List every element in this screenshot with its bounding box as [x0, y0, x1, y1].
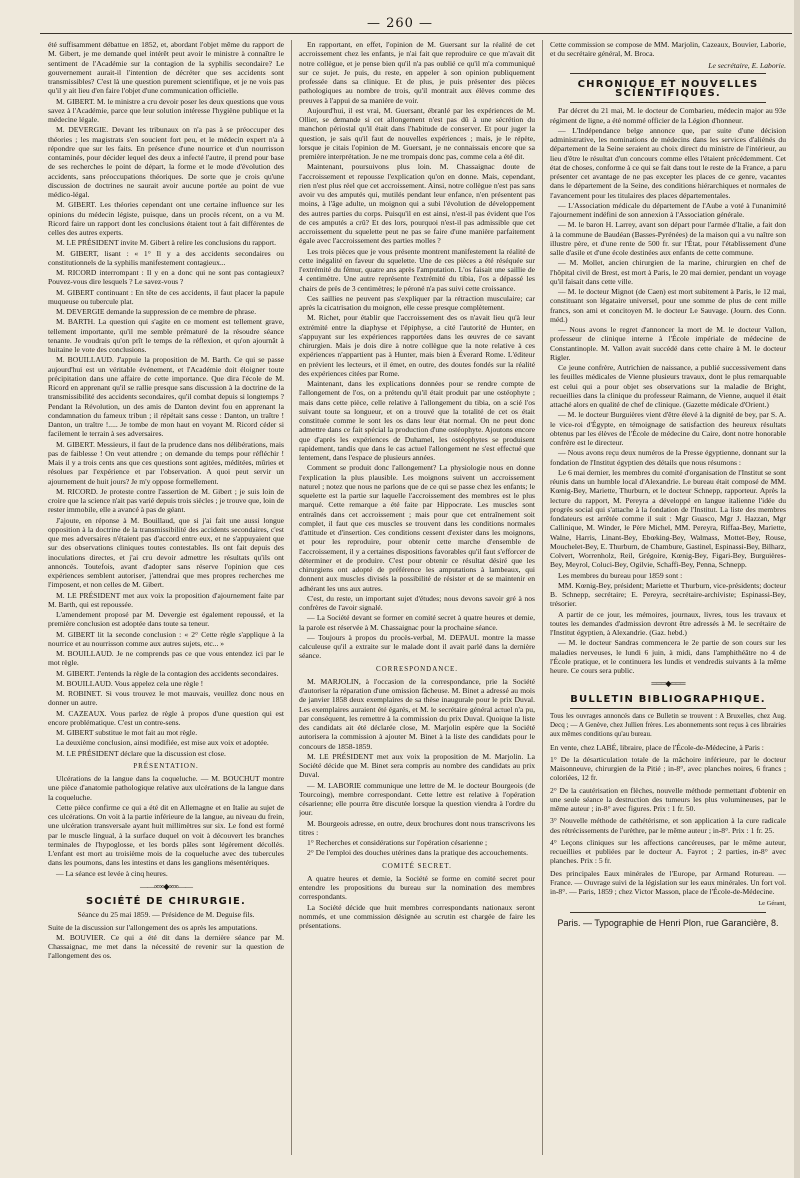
paragraph: — M. le docteur Mignot (de Caen) est mort subitement à Paris, le 12 mai, constituant son légataire universel, pour une somme de plus de cent mille francs, son ami et concitoyen M. le docteur Le Sauvage. (Journ. des Conn. méd.) [550, 287, 786, 324]
paragraph: 3° Nouvelle méthode de cathétérisme, et son application à la cure radicale des rétrécissements de l'urèthre, par le même auteur ; in-8°. Prix : 1 fr. 25. [550, 816, 786, 835]
paragraph: La deuxième conclusion, ainsi modifiée, est mise aux voix et adoptée. [56, 738, 269, 748]
paragraph: M. MARJOLIN, à l'occasion de la correspondance, prie la Société d'autoriser la réparation d'une omission fâcheuse. M. Binet a adressé au mois de janvier 1858 deux exemplaires de sa thèse inaugurale pour le prix Duval. Les exemplaires auraient été égarés, et M. le secrétaire général actuel n'a pu, par conséquent, les remettre à la commission du prix Duval. Quoique la liste des candidats ait été déclarée close, M. Marjolin espère que la Société autorisera la commission à ajouter M. Binet à la liste des candidats pour le concours de 1858-1859. [299, 676, 535, 751]
section-rule [570, 708, 766, 709]
paragraph: — M. LABORIE communique une lettre de M. le docteur Bourgeois (de Tourcoing), membre correspondant. Cette lettre est relative à l'opération césarienne; elle pourra être discutée lorsque la question viendra à l'ordre du jour. [299, 780, 535, 818]
imprint-rule [570, 912, 766, 913]
paragraph: Cette pièce confirme ce qui a été dit en Allemagne et en Italie au sujet de ces ulcérations. On voit à la partie inférieure de la langue, au niveau du frein, une ulcération transversale ayant huit millimètres sur six. Le fond est formé par le muscle lingual, à la surface duquel on voit à découvert les branches terminales de l'hypoglosse, et les bords pâles sont légèrement décollés. L'enfant est mort au troisième mois de la coqueluche avec des tubercules dans les poumons, dans les intestins et dans les ganglions mésentériques. [48, 802, 284, 868]
paragraph: — L'Indépendance belge annonce que, par suite d'une décision administrative, les nominations de médecins dans les services d'aliénés du département de la Seine seraient au choix direct du ministre de l'intérieur, au lieu d'être le résultat d'un concours comme elles l'étaient précédemment. Cet état de choses, conforme à ce qui se fait dans tout le reste de la France, a paru présenter cet avantage de ne pas excepter les places de ce genre, vacantes dans le département de la Seine, des conditions hiérarchiques et normales de l'avancement pour les titulaires des places départementales. [550, 125, 786, 200]
paragraph: M. RICORD interrompant : Il y en a donc qui ne sont pas contagieux? Pouvez-vous dire lesquels ? Le savez-vous ? [48, 268, 284, 287]
comite-secret-text [299, 874, 535, 931]
presentation-text [48, 774, 284, 878]
paragraph: M. LE PRÉSIDENT met aux voix la proposition de M. Marjolin. La Société décide que M. Binet sera compris au nombre des candidats au prix Duval. [299, 751, 535, 780]
paragraph: M. LE PRÉSIDENT met aux voix la proposition d'ajournement faite par M. Barth, qui est repoussée. [48, 590, 284, 609]
paragraph: M. GIBERT continuant : En tête de ces accidents, il faut placer la papule muqueuse ou tubercule plat. [48, 287, 284, 306]
paragraph: Ces saillies ne peuvent pas s'expliquer par la rétraction musculaire; car après la cicatrisation du moignon, elle cesse presque complètement. [299, 293, 535, 312]
paragraph: M. GIBERT, lisant : « 1° Il y a des accidents secondaires ou constitutionnels de la syphilis manifestement contagieux... [48, 248, 284, 267]
paragraph: MM. Kœnig-Bey, président; Mariette et Thurburn, vice-présidents; docteur B. Schnepp, secrétaire; E. Pereyra, secrétaire-archiviste; Espinassi-Bey, trésorier. [550, 580, 786, 609]
correspondance-heading: CORRESPONDANCE. [375, 664, 459, 673]
gerant-label: Le Gérant, [758, 900, 786, 908]
paragraph: Les trois pièces que je vous présente montrent manifestement la réalité de cette inégalité en faveur du squelette. Une de ces pièces a été réséquée sur l'extrémité du fémur, quatre ans après l'amputation. L'os faisait une saillie de 4 centimètre. Une autre représente l'extrémité du tibia, l'os a dépassé les chairs de près de 3 centimètres; le péroné n'a pas suivi cette croissance. [299, 246, 535, 293]
chronique-text [550, 106, 786, 675]
column-middle [299, 40, 535, 1155]
presentation-heading: PRÉSENTATION. [133, 761, 199, 770]
paragraph: M. CAZEAUX. Vous parlez de règle à propos d'une question qui est encore problématique. C'est un contre-sens. [48, 708, 284, 727]
paragraph: — L'Association médicale du département de l'Aube a voté à l'unanimité l'ajournement indéfini de son annexion à l'Association générale. [550, 200, 786, 219]
paragraph: Par décret du 21 mai, M. le docteur de Combarieu, médecin major au 93e régiment de ligne, a été nommé officier de la Légion d'honneur. [550, 106, 786, 125]
paragraph: M. BOUILLAUD. Vous appelez cela une règle ! [56, 678, 204, 688]
paragraph: Maintenant, poursuivons plus loin. M. Chassaignac doute de l'accroissement et repousse l'explication qu'on en donne. Mais, cependant, rien n'est plus réel que cet accroissement. Ainsi, notre collègue n'est pas sans avoir vu des amputés qui, mutilés pendant leur enfance, n'en présentent pas moins, à l'âge adulte, un moignon qui a subi l'évolution de développement des autres parties du corps. Puisqu'il en est ainsi, n'est-il pas évident que l'os de ces amputés a crû? Et des lors, pourquoi n'est-il pas admissible que cet accroissement du squelette peut ne pas se faire d'une manière parfaitement égale avec l'accroissement des parties molles ? [299, 162, 535, 246]
paragraph: M. RICORD. Je proteste contre l'assertion de M. Gibert ; je suis loin de croire que la science n'ait pas varié depuis trois siècles ; je trouve que, loin de rester immobile, elle a avancé à pas de géant. [48, 486, 284, 515]
paragraph: M. LE PRÉSIDENT déclare que la discussion est close. [56, 748, 226, 758]
paragraph: M. GIBERT. Les théories cependant ont une certaine influence sur les opinions du médecin légiste, puisque, dans un procès récent, on a vu M. Ricord faire un rapport dont les conclusions étaient tout à fait différentes de celles des autres experts. [48, 200, 284, 237]
printer-imprint: Paris. — Typographie de Henri Plon, rue Garancière, 8. [557, 917, 779, 928]
correspondance-text [299, 677, 535, 858]
paragraph: C'est, du reste, un important sujet d'études; nous devons savoir gré à nos confrères de l'avoir signalé. [299, 593, 535, 612]
ornament-divider: ═══◆═══ [651, 679, 685, 689]
ornament-divider: ——∞∞◆∞∞—— [140, 881, 192, 891]
paragraph: Des principales Eaux minérales de l'Europe, par Armand Rotureau. — France. — Ouvrage suivi de la législation sur les eaux minérales. Un fort vol. in-8°. — Paris, 1859 ; chez Victor Masson, place de l'École-de-Médecine. [550, 868, 786, 896]
chronique-title: CHRONIQUE ET NOUVELLES SCIENTIFIQUES. [577, 78, 759, 99]
paragraph: M. Bourgeois adresse, en outre, deux brochures dont nous transcrivons les titres : [299, 818, 535, 837]
paragraph: 4° Leçons cliniques sur les affections cancéreuses, par le même auteur, recueillies et publiées par le docteur A. Fayrot ; 2 parties, in-8° avec planches. Prix : 5 fr. [550, 837, 786, 866]
paragraph: Les membres du bureau pour 1859 sont : [558, 570, 683, 580]
paragraph: M. Richet, pour établir que l'accroissement des os n'avait lieu qu'à leur extrémité entre la diaphyse et l'épiphyse, a cité l'autorité de Hunter, en s'appuyant sur les expériences rapportées dans les œuvres de ce savant chirurgien. Mais je dois dire à notre collègue que la note relative à ces expériences n'appartient pas à Hunter, mais bien à Éverard Rome. L'éditeur en prévient les lecteurs, et il émet, en outre, des doutes fondés sur la réalité des expériences citées par Rome. [299, 313, 535, 378]
paragraph: — M. le docteur Burguières vient d'être élevé à la dignité de bey, par S. A. le vice-roi d'Égypte, en témoignage de satisfaction des heureux résultats obtenus par les élèves de l'École de médecine du Caire, dont notre honorable confrère est le directeur. [550, 410, 786, 447]
paragraph: M. LE PRÉSIDENT invite M. Gibert à relire les conclusions du rapport. [56, 238, 277, 248]
paragraph: — Nous avons le regret d'annoncer la mort de M. le docteur Vallon, professeur de clinique interne à l'École impériale de médecine de Constantinople. M. Vallon avait succédé dans cette chaire à M. le docteur Rigler. [550, 325, 786, 362]
paragraph: — M. Mollet, ancien chirurgien de la marine, chirurgien en chef de l'hôpital civil de Brest, est mort à Paris, le 20 mai dernier, pendant un voyage qu'il faisait dans cette ville. [550, 258, 786, 286]
paragraph: Le 6 mai dernier, les membres du comité d'organisation de l'Institut se sont réunis dans un humble local d'Alexandrie. Le bureau était composé de MM. Kœnig-Bey, Mariette, Thurburn, et le docteur Schnepp, rapporteur. Après la lecture du rapport, M. Pereyra a développé en langue italienne l'idée du progrès social qui s'attache à la fondation de l'Institut. La liste des membres fondateurs est arrêtée comme il suit : Mgr Guasco, Mgr J. Hazzan, Mgr Callinique, M. Winder, le Père Michel, MM. Pereyra, Riffaa-Bey, Mariette, Walne, Harris, Linant-Bey, Ebœking-Bey, Walmass, Mottet-Bey, Rouse, Mouchelet-Bey, E. Thurburn, de Chambure, Gastinel, Espinassi-Bey, Bilharz, Colvert, Worrenholz, Reil, Grégoire, Kœnig-Bey, Figari-Bey, Burguières-Bey, Meyrol, Coluci-Bey, Ogilvie, Schaffi-Bey, Penna, Schnepp. [550, 467, 786, 570]
bouvier-text [299, 40, 535, 661]
paragraph: — Nous avons reçu deux numéros de la Presse égyptienne, donnant sur la fondation de l'Institut égyptien des détails que nous résumons : [550, 448, 786, 467]
paragraph: — Toujours à propos du procès-verbal, M. DEPAUL montre la masse calculeuse qu'il a extraite sur le malade dont il avait parlé dans la dernière séance. [299, 632, 535, 661]
societe-chirurgie-title: SOCIÉTÉ DE CHIRURGIE. [85, 896, 247, 907]
comite-secret-heading: COMITÉ SECRET. [382, 861, 452, 870]
paragraph: — La Société devant se former en comité secret à quatre heures et demie, la parole est réservée à M. Chassaignac pour la prochaine séance. [299, 613, 535, 632]
paragraph: M. DEVERGIE demande la suppression de ce membre de phrase. [56, 307, 257, 316]
paragraph: — M. le baron H. Larrey, avant son départ pour l'armée d'Italie, a fait don à la commune de Baudéan (Basses-Pyrénées) de la maison qui a vu naître son illustre père, et d'une rente de 500 fr. sur l'État, pour l'établissement d'une salle d'asile et d'une école destinées aux enfants de cette commune. [550, 220, 786, 257]
paragraph: M. BOUILLAUD. J'appuie la proposition de M. Barth. Ce qui se passe aujourd'hui est un véritable événement, et l'Académie doit éloigner toute précipitation dans une affaire de cette importance. Que dira l'école de M. Ricord en apprenant qu'il se rallie presque sans discussion à la doctrine de la transmissibilité des accidents secondaires, qu'il combat depuis si longtemps ? Pendant la Révolution, un des amis de Danton devint fou en apprenant la condamnation du fameux tribun ; il répétait sans cesse : Danton, un traître ! Danton, un traître !..... Je tombe de mon haut en voyant M. Ricord céder si facilement le terrain à ses adversaires. [48, 355, 284, 439]
secretary-signature: Le secrétaire, E. Laborie. [708, 60, 786, 70]
paragraph: M. ROBINET. Si vous trouvez le mot mauvais, veuillez donc nous en donner un autre. [48, 689, 284, 708]
academie-discussion [48, 40, 284, 758]
paragraph: J'ajoute, en réponse à M. Bouillaud, que si j'ai fait une aussi longue opposition à la doctrine de la transmissibilité des accidents secondaires, c'est que mes adversaires n'étaient pas d'accord entre eux, et ne s'appuyaient que sur des observations cliniques toutes contestables. Ils ont fait depuis des inoculations directes, et j'ai cru devoir admettre les résultats qu'ils ont annoncés. Toutefois, avant d'adopter sans réserve l'opinion que ces expériences semblent autoriser, j'attendrai que mes propres recherches me l'imposent, et non celles de M. Gibert. [48, 515, 284, 590]
column-left [48, 40, 284, 1155]
paragraph: M. BARTH. La question qui s'agite en ce moment est tellement grave, tellement importante, qu'il me semble prématuré de la résoudre séance tenante. Je voudrais qu'on prît le temps de la réflexion, et qu'on ajournât à huitaine le vote des conclusions. [48, 317, 284, 354]
paragraph: En rapportant, en effet, l'opinion de M. Guersant sur la réalité de cet accroissement chez les enfants, je n'ai fait que reproduire ce que m'avait dit notre collègue, et je pense bien qu'il n'a pas oublié ce qu'il m'a communiqué sur ce sujet. Je puis, du reste, en appeler à son opinion publiquement professée dans sa clinique. Et de plus, je puis présenter des pièces pathologiques au nombre de trois, qu'il montrait aux élèves comme des preuves à l'appui de sa manière de voir. [299, 40, 535, 105]
paragraph: Ce jeune confrère, Autrichien de naissance, a publié successivement dans les feuilles médicales de Vienne plusieurs travaux, dont le plus remarquable est celui qui a pour objet ses observations sur la maladie de Bright, recueillies dans la clinique du professeur Raimann, de Vienne, auquel il était attaché alors en qualité de chef de clinique. (Gazette médicale d'Orient.) [550, 363, 786, 409]
paragraph: A partir de ce jour, les mémoires, journaux, livres, tous les travaux et toutes les demandes d'admission devront être adressés à M. le secrétaire de l'Institut égyptien, à Alexandrie. (Gaz. hebd.) [550, 609, 786, 637]
paragraph: M. GIBERT substitue le mot fait au mot règle. [56, 728, 198, 737]
paragraph: 1° Recherches et considérations sur l'opération césarienne ; [307, 838, 488, 847]
paragraph: Cette commission se compose de MM. Marjolin, Cazeaux, Bouvier, Laborie, et du secrétaire général, M. Broca. [550, 40, 786, 59]
paragraph: Suite de la discussion sur l'allongement des os après les amputations. [48, 922, 258, 932]
section-rule [570, 102, 766, 103]
paragraph: 1° De la désarticulation totale de la mâchoire inférieure, par le docteur Maisonneuve, chirurgien de la Pitié ; in-8°, avec planches noires, 6 francs ; coloriées, 12 fr. [550, 754, 786, 783]
paragraph: M. BOUILLAUD. Je ne comprends pas ce que vous entendez ici par le mot règle. [48, 649, 284, 668]
header-rule [40, 33, 792, 34]
bouvier-discussion [48, 923, 284, 961]
bulletin-intro: Tous les ouvrages annoncés dans ce Bulletin se trouvent : A Bruxelles, chez Aug. Decq ; — A Genève, chez Jullien frères. Les abonnements sont reçus à ces librairies aux mêmes conditions qu'au bureau. [550, 711, 786, 739]
paragraph: Aujourd'hui, il est vrai, M. Guersant, ébranlé par les expériences de M. Ollier, se demande si cet allongement n'est pas dû à une sécrétion du manchon périostal qu'il était dans l'habitude de conserver. Et pour juger la question, je sais qu'il faut de nouvelles expériences ; mais, je le répète, lorsque je citais l'opinion de M. Guersant, je ne connaissais encore que sa première interprétation. Je ne me trompais donc pas, comme cela a été dit. [299, 105, 535, 161]
paragraph: 2° De l'emploi des douches utérines dans la pratique des accouchements. [307, 848, 528, 858]
paragraph: En vente, chez LABÉ, libraire, place de l'École-de-Médecine, à Paris : [550, 742, 764, 752]
column-divider [542, 40, 543, 1155]
column-right [550, 40, 786, 1155]
paragraph: — M. le docteur Sandras commencera le 2e partie de son cours sur les maladies nerveuses, le lundi 6 juin, à midi, dans l'amphithéâtre no 4 de l'École pratique, et le continuera les lundis et vendredis suivants à la même heure. Ce cours sera public. [550, 638, 786, 675]
paragraph: M. BOUVIER. Ce qui a été dit dans la dernière séance par M. Chassaignac, me met dans la nécessité de revenir sur la question de l'allongement des os. [48, 932, 284, 961]
paragraph: M. GIBERT. Messieurs, il faut de la prudence dans nos délibérations, mais pas de faiblesse ! On veut attendre ; on demande du temps pour réfléchir ! Mais il y a trois cents ans que ces questions sont agitées, méditées, mûries et résolues par l'expérience et par l'observation. A quoi peut servir un ajournement de huit jours? Je m'y oppose formellement. [48, 439, 284, 486]
session-line: Séance du 25 mai 1859. — Présidence de M. Deguise fils. [77, 910, 255, 920]
page-number: — 260 — [366, 16, 434, 31]
paragraph: M. GIBERT lit la seconde conclusion : « 2° Cette règle s'applique à la nourrice et au nourrisson comme aux autres sujets, etc... » [48, 629, 284, 648]
paragraph: L'amendement proposé par M. Devergie est également repoussé, et la première conclusion est adoptée dans toute sa teneur. [48, 610, 284, 629]
paragraph: M. DEVERGIE. Devant les tribunaux on n'a pas à se préoccuper des théories ; les magistrats s'en soucient fort peu, et le médecin expert n'a à répondre que sur les faits. En présence d'une nourrice et d'un nourrisson contaminés, pour décider lequel des deux a infecté l'autre, il prend pour base de ses recherches le point de départ, la forme et le mode d'évolution des accidents, sans préoccupations théoriques. De sorte que je crois qu'une discussion de doctrines ne saurait avoir aucune portée au point de vue médico-légal. [48, 125, 284, 199]
bulletin-title: BULLETIN BIBLIOGRAPHIQUE. [570, 693, 766, 705]
paragraph: été suffisamment débattue en 1852, et, abordant l'objet même du rapport de M. Gibert, je me demande quel intérêt peut avoir le ministre à connaître le sentiment de l'Académie sur la contagion de la syphilis secondaire? Le gouvernement aurait-il l'intention de décréter que ses accidents sont transmissibles? C'est là une question purement scientifique, et je ne vois pas qu'il y ait lieu d'en faire l'objet d'une communication officielle. [48, 40, 284, 96]
paragraph: Maintenant, dans les explications données pour se rendre compte de l'allongement de l'os, on a prétendu qu'il était produit par une ostéophyte ; mais dans cette pièce, celle relative à l'allongement du tibia, on a scié l'os suivant toute sa longueur, et on a trouvé que la totalité de cet os était constituée comme le sont les os dans leur état normal. On ne peut donc admettre dans ce fait spécial la production d'une ostéophyte. Ajoutons encore que d'après les expériences de Duhamel, les ostéophytes se produisent rapidement, tandis que dans le cas actuel l'allongement ne s'est effectué que lentement, dans l'espace de plusieurs années. [299, 379, 535, 462]
paragraph: La Société décide que huit membres correspondants nationaux seront nommés, et une commission désignée au scrutin est chargée de faire les présentations. [299, 902, 535, 930]
paragraph: 2° De la cautérisation en flèches, nouvelle méthode permettant d'obtenir en une seule séance la destruction des tumeurs les plus volumineuses, par le même auteur ; in-8° avec figures. Prix : 1 fr. 50. [550, 785, 786, 813]
paragraph: Comment se produit donc l'allongement? La physiologie nous en donne l'explication la plus plausible. Les moignons suivent un accroissement naturel ; notez que nous ne parlons que de ce qui se passe chez les enfants; le squelette est la partie sur laquelle l'accroissement des membres est le plus marqué. Cette remarque a été faite par Hippocrate. Les muscles sont entraînés dans cet accroissement ; mais pour que cet entraînement soit complet, il faut que ces muscles se trouvent dans les conditions normales d'attitude et d'insertion. Ces conditions cessent d'exister dans les moignons, et pour les reproduire, pour obtenir cette marche d'ensemble de l'accroissement, il y a certaines dispositions favorables qu'il faut s'efforcer de déterminer et de produire. C'est pour obtenir ce résultat désiré que les chirurgiens ont adopté de préférence les amputations à lambeaux, qui donnent aux muscles divisés la possibilité de résister et de se maintenir en adhérant les uns aux autres. [299, 463, 535, 593]
paragraph: M. GIBERT. M. le ministre a cru devoir poser les deux questions que vous savez à l'Académie, parce que leur solution intéresse l'hygiène publique et la médecine légale. [48, 96, 284, 124]
bibliography-list [550, 743, 786, 897]
page-edge [794, 0, 800, 1178]
commission-text [550, 40, 786, 59]
column-divider [291, 40, 292, 1155]
paragraph: A quatre heures et demie, la Société se forme en comité secret pour entendre les propositions du bureau sur la nomination des membres correspondants. [299, 873, 535, 902]
paragraph: M. GIBERT. J'entends la règle de la contagion des accidents secondaires. [56, 668, 279, 678]
paragraph: Ulcérations de la langue dans la coqueluche. — M. BOUCHUT montre une pièce d'anatomie pathologique relative aux ulcérations de la langue dans la coqueluche. [48, 774, 284, 802]
section-rule [570, 73, 766, 74]
paragraph: — La séance est levée à cinq heures. [56, 868, 168, 878]
